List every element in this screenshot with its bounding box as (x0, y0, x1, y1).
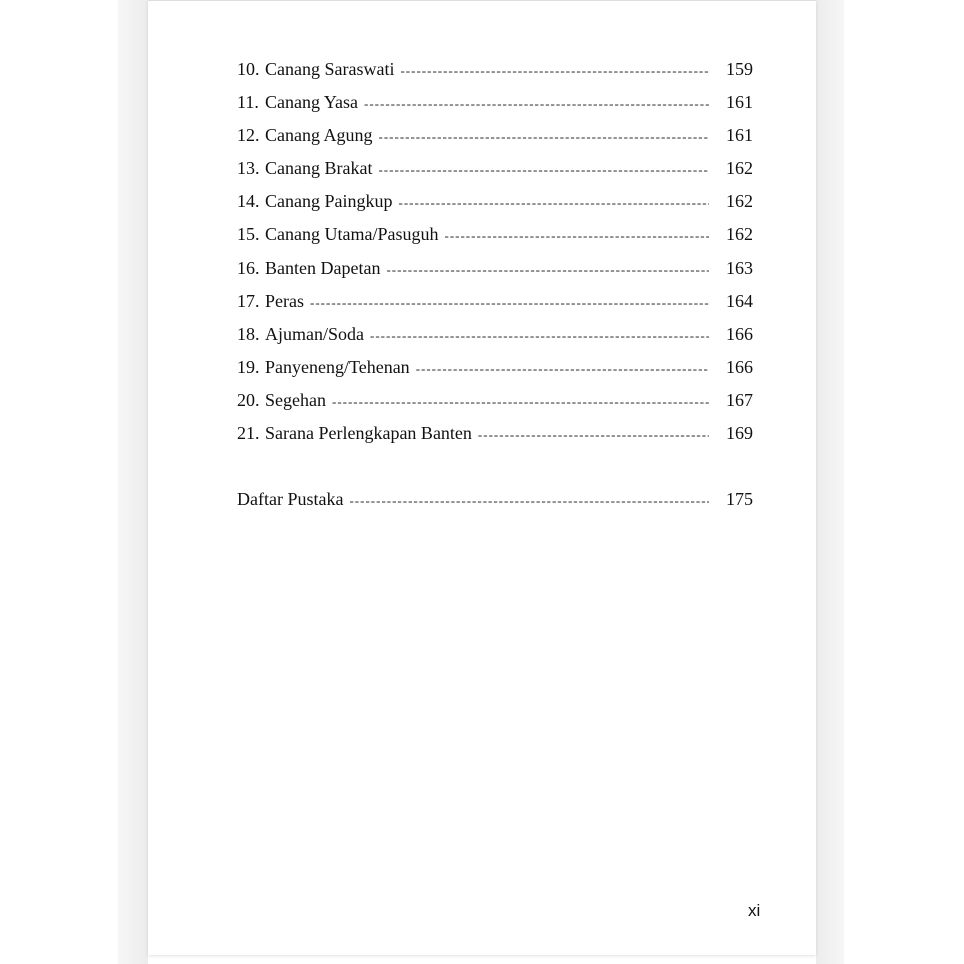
toc-entry-title: Panyeneng/Tehenan (265, 356, 410, 377)
toc-entry-page: 166 (726, 356, 753, 377)
toc-entry-title: Canang Saraswati (265, 59, 395, 79)
toc-entry (237, 56, 753, 89)
toc-entry-page: 162 (726, 224, 753, 245)
toc-entry-page: 163 (726, 257, 753, 278)
toc-entry (237, 255, 753, 288)
toc-entry-page: 166 (726, 323, 753, 344)
toc-entry-title: Sarana Perlengkapan Banten (265, 423, 472, 444)
toc-entry (237, 221, 753, 254)
toc-entry-title: Ajuman/Soda (265, 323, 364, 344)
toc-entry-number: 12. (237, 125, 260, 146)
toc-entry-title: Banten Dapetan (265, 257, 381, 278)
dot-leader (379, 124, 710, 150)
dot-leader (416, 356, 709, 382)
dot-leader (400, 58, 709, 84)
toc-entry-number: 14. (237, 191, 260, 212)
toc-entry-bibliography (237, 486, 753, 519)
toc-entry-number: 13. (237, 158, 260, 179)
dot-leader (444, 223, 709, 249)
toc-entry-number: 17. (237, 290, 260, 311)
dot-leader (378, 157, 709, 183)
toc-entry-number: 20. (237, 389, 260, 410)
toc-entry-page: 162 (726, 191, 753, 212)
left-margin-shadow (118, 0, 148, 964)
toc-entry-number: 10. (237, 59, 260, 79)
toc-entry-title: Canang Brakat (265, 158, 373, 179)
toc-entry-page: 161 (726, 92, 753, 113)
toc-entry (237, 387, 753, 420)
toc-entry-title: Canang Paingkup (265, 191, 393, 212)
toc-entry-page: 175 (726, 489, 753, 510)
toc-entry-number: 19. (237, 356, 260, 377)
toc-entry (237, 188, 753, 221)
toc-entry-page: 161 (726, 125, 753, 146)
toc-entry-page: 159 (726, 59, 753, 79)
toc-entry-title: Canang Agung (265, 125, 373, 146)
dot-leader (399, 190, 710, 216)
toc-entry (237, 420, 753, 453)
toc-entry-number: 11. (237, 92, 259, 113)
toc-entry-number: 16. (237, 257, 260, 278)
toc-entry-number: 18. (237, 323, 260, 344)
right-margin-shadow (816, 0, 844, 964)
page-folio: xi (748, 901, 761, 920)
table-of-contents (237, 56, 753, 519)
toc-entry (237, 288, 753, 321)
toc-entry-number: 21. (237, 423, 260, 444)
dot-leader (386, 257, 709, 283)
dot-leader (364, 91, 709, 117)
dot-leader (370, 323, 709, 349)
toc-entry (237, 155, 753, 188)
toc-entry-number: 15. (237, 224, 260, 245)
toc-entry (237, 321, 753, 354)
dot-leader (349, 488, 709, 514)
toc-entry-page: 162 (726, 158, 753, 179)
toc-entry-title: Peras (265, 290, 304, 311)
dot-leader (310, 290, 709, 316)
toc-entry-title: Canang Utama/Pasuguh (265, 224, 439, 245)
toc-entry-page: 169 (726, 423, 753, 444)
section-spacer (237, 453, 753, 486)
dot-leader (332, 389, 709, 415)
toc-entry (237, 122, 753, 155)
toc-entry-title: Daftar Pustaka (237, 489, 344, 510)
toc-entry-title: Segehan (265, 389, 326, 410)
book-page (148, 0, 816, 955)
toc-entry-page: 164 (726, 290, 753, 311)
toc-entry (237, 354, 753, 387)
toc-entry (237, 89, 753, 122)
dot-leader (478, 422, 709, 448)
toc-entry-page: 167 (726, 389, 753, 410)
toc-entry-title: Canang Yasa (265, 92, 358, 113)
